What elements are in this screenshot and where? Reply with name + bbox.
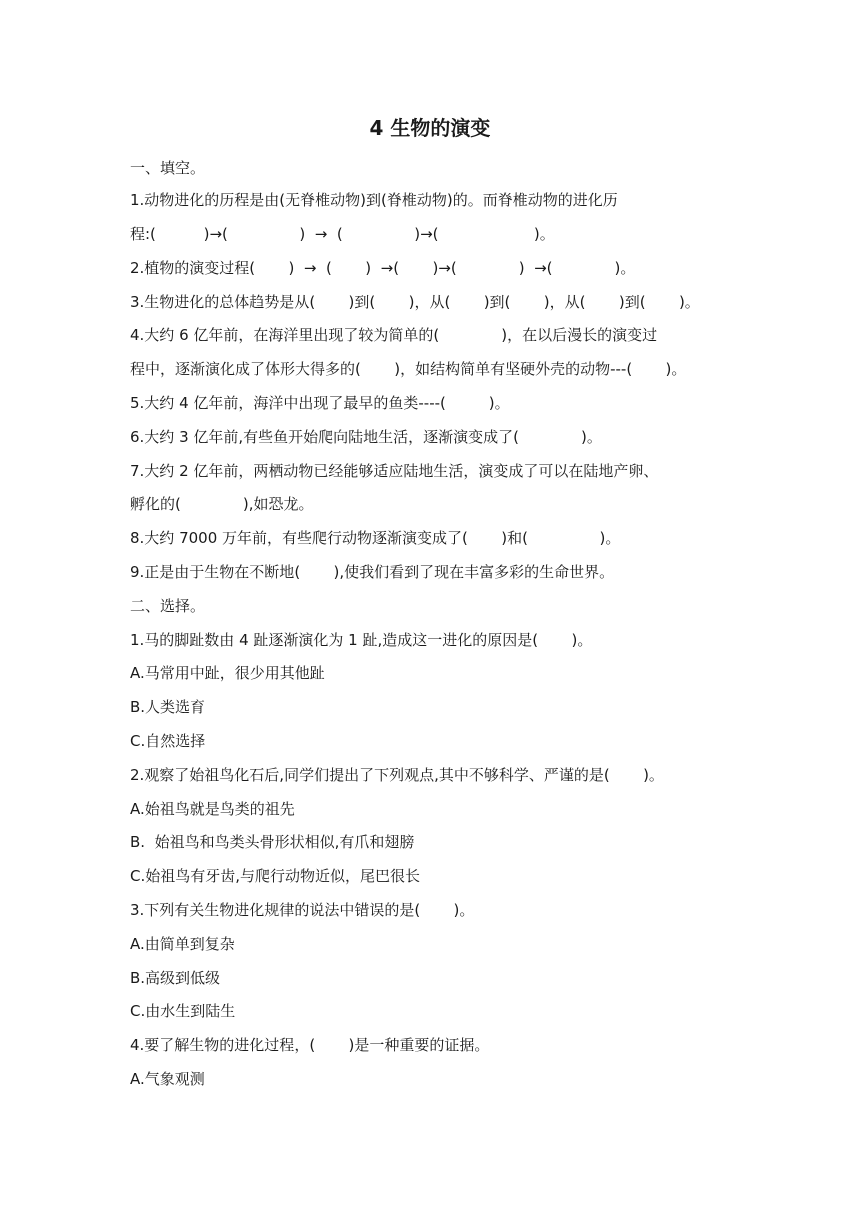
option-line: A.始祖鸟就是鸟类的祖先 bbox=[130, 800, 295, 818]
question-line: 3.下列有关生物进化规律的说法中错误的是( )。 bbox=[130, 901, 475, 919]
question-line: 1.动物进化的历程是由(无脊椎动物)到(脊椎动物)的。而脊椎动物的进化历 bbox=[130, 191, 618, 209]
question-line: 5.大约 4 亿年前，海洋中出现了最早的鱼类----( )。 bbox=[130, 394, 510, 412]
option-line: C.由水生到陆生 bbox=[130, 1002, 236, 1020]
question-line: 4.要了解生物的进化过程，( )是一种重要的证据。 bbox=[130, 1036, 490, 1054]
question-line: 2.观察了始祖鸟化石后,同学们提出了下列观点,其中不够科学、严谨的是( )。 bbox=[130, 766, 664, 784]
option-line: B. 始祖鸟和鸟类头骨形状相似,有爪和翅膀 bbox=[130, 833, 415, 851]
option-line: B.高级到低级 bbox=[130, 969, 221, 987]
option-line: A.马常用中趾，很少用其他趾 bbox=[130, 664, 325, 682]
question-line: 8.大约 7000 万年前，有些爬行动物逐渐演变成了( )和( )。 bbox=[130, 529, 621, 547]
question-line: 1.马的脚趾数由 4 趾逐渐演化为 1 趾,造成这一进化的原因是( )。 bbox=[130, 631, 593, 649]
option-line: C.自然选择 bbox=[130, 732, 206, 750]
question-line: 程中，逐渐演化成了体形大得多的( )，如结构简单有坚硬外壳的动物---( )。 bbox=[130, 360, 687, 378]
question-line: 7.大约 2 亿年前，两栖动物已经能够适应陆地生活，演变成了可以在陆地产卵、 bbox=[130, 462, 659, 480]
question-line: 2.植物的演变过程( ) → ( ) →( )→( ) →( )。 bbox=[130, 259, 636, 277]
option-line: C.始祖鸟有牙齿,与爬行动物近似，尾巴很长 bbox=[130, 867, 421, 885]
option-line: B.人类选育 bbox=[130, 698, 206, 716]
question-line: 4.大约 6 亿年前，在海洋里出现了较为简单的( )，在以后漫长的演变过 bbox=[130, 326, 658, 344]
question-line: 程:( )→( ) → ( )→( )。 bbox=[130, 225, 555, 243]
document-title: 4 生物的演变 bbox=[369, 116, 491, 140]
section-heading-fill-blank: 一、填空。 bbox=[130, 159, 206, 177]
option-line: A.气象观测 bbox=[130, 1070, 205, 1088]
option-line: A.由简单到复杂 bbox=[130, 935, 235, 953]
question-line: 6.大约 3 亿年前,有些鱼开始爬向陆地生活，逐渐演变成了( )。 bbox=[130, 428, 602, 446]
question-line: 3.生物进化的总体趋势是从( )到( )，从( )到( )，从( )到( )。 bbox=[130, 293, 700, 311]
section-heading-choice: 二、选择。 bbox=[130, 597, 206, 615]
question-line: 9.正是由于生物在不断地( ),使我们看到了现在丰富多彩的生命世界。 bbox=[130, 563, 615, 581]
question-line: 孵化的( ),如恐龙。 bbox=[130, 495, 314, 513]
